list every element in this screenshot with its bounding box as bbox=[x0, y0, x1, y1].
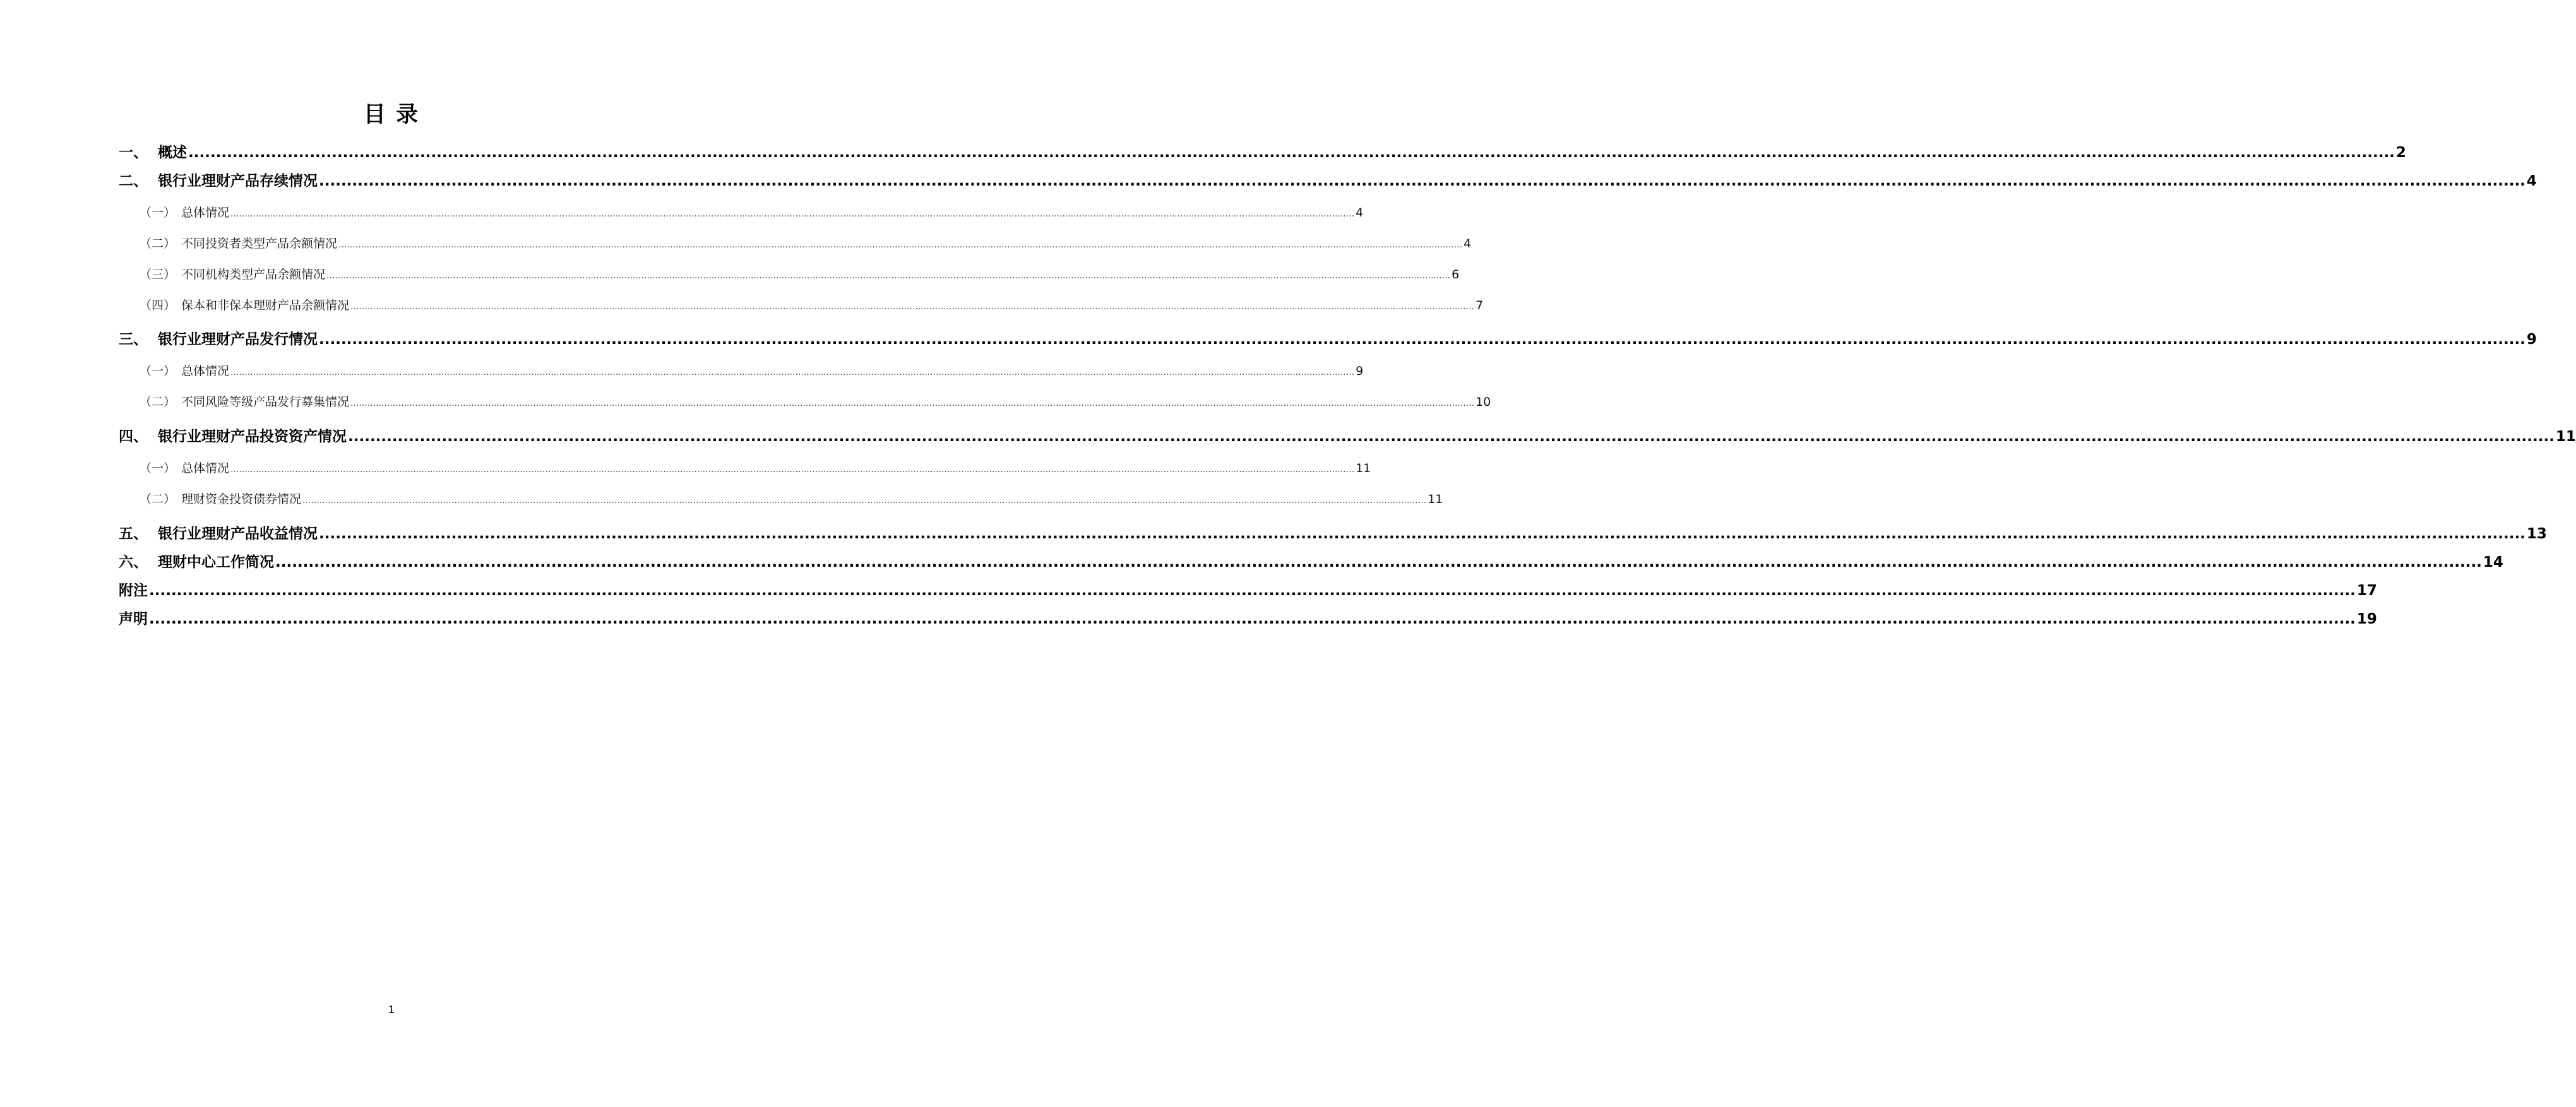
toc-entry-number: （一） bbox=[140, 364, 176, 378]
dot-leader: ................................................................................................................................................................................................................................................................................................................................................................................................................ bbox=[319, 526, 2525, 542]
dot-leader: ................................................................................................................................................................................................................................................................................................................................................................................................................ bbox=[326, 271, 1451, 281]
toc-entry-page: 11 bbox=[2555, 429, 2576, 445]
toc-entry-title: 银行业理财产品存续情况 bbox=[158, 173, 318, 189]
toc-entry-page: 11 bbox=[1356, 461, 1371, 475]
toc-entry-number: （一） bbox=[140, 206, 176, 220]
dot-leader: ................................................................................................................................................................................................................................................................................................................................................................................................................ bbox=[302, 495, 1427, 506]
dot-leader: ................................................................................................................................................................................................................................................................................................................................................................................................................ bbox=[350, 398, 1475, 408]
toc-entry-page: 4 bbox=[2526, 173, 2537, 189]
toc-entry-title: 不同机构类型产品余额情况 bbox=[181, 268, 326, 281]
toc-entry-title: 不同风险等级产品发行募集情况 bbox=[181, 395, 350, 409]
toc-entry-number: 三、 bbox=[119, 331, 148, 348]
toc-entry-page: 11 bbox=[1428, 492, 1443, 506]
toc-entry-page: 10 bbox=[1476, 395, 1491, 409]
page-number: 1 bbox=[388, 1003, 395, 1015]
toc-entry-number: （二） bbox=[140, 395, 176, 409]
toc-entry-title: 概述 bbox=[158, 145, 187, 161]
toc-entry[interactable] bbox=[119, 551, 2503, 574]
toc-entry-number: 一、 bbox=[119, 145, 148, 161]
toc-entry-title: 银行业理财产品投资资产情况 bbox=[158, 429, 347, 445]
toc-subentry[interactable] bbox=[119, 264, 1460, 285]
toc-entry-number: （二） bbox=[140, 237, 176, 251]
toc-entry-page: 9 bbox=[2526, 331, 2537, 348]
toc-entry-page: 7 bbox=[1476, 299, 1484, 312]
toc-entry-page: 9 bbox=[1356, 364, 1364, 378]
dot-leader: ................................................................................................................................................................................................................................................................................................................................................................................................................ bbox=[319, 173, 2525, 189]
dot-leader: ................................................................................................................................................................................................................................................................................................................................................................................................................ bbox=[149, 583, 2356, 599]
toc-entry-page: 4 bbox=[1356, 206, 1364, 220]
toc-entry-number: （一） bbox=[140, 461, 176, 475]
toc-entry[interactable] bbox=[119, 608, 2377, 630]
toc-entry-number: （三） bbox=[140, 268, 176, 281]
toc-subentry[interactable] bbox=[119, 295, 1484, 316]
toc-entry-title: 总体情况 bbox=[181, 206, 230, 220]
toc-entry-page: 17 bbox=[2356, 583, 2377, 599]
toc-subentry[interactable] bbox=[119, 361, 1364, 381]
toc-subentry[interactable] bbox=[119, 234, 1472, 254]
dot-leader: ................................................................................................................................................................................................................................................................................................................................................................................................................ bbox=[348, 429, 2555, 445]
toc-entry-page: 14 bbox=[2483, 554, 2503, 571]
dot-leader: ................................................................................................................................................................................................................................................................................................................................................................................................................ bbox=[230, 465, 1355, 475]
toc-entry-page: 13 bbox=[2526, 526, 2547, 542]
toc-entry-title: 总体情况 bbox=[181, 364, 230, 378]
toc-entry-title: 保本和非保本理财产品余额情况 bbox=[181, 299, 350, 312]
toc-subentry[interactable] bbox=[119, 458, 1371, 478]
toc-entry[interactable] bbox=[119, 579, 2377, 602]
dot-leader: ................................................................................................................................................................................................................................................................................................................................................................................................................ bbox=[275, 554, 2482, 571]
toc-entry-title: 银行业理财产品发行情况 bbox=[158, 331, 318, 348]
toc-entry[interactable] bbox=[119, 170, 2537, 192]
dot-leader: ................................................................................................................................................................................................................................................................................................................................................................................................................ bbox=[230, 367, 1355, 377]
toc-entry-number: （四） bbox=[140, 299, 176, 312]
toc-subentry[interactable] bbox=[119, 489, 1443, 509]
toc-entry-number: 五、 bbox=[119, 526, 148, 542]
toc-entry[interactable] bbox=[119, 141, 2406, 164]
dot-leader: ................................................................................................................................................................................................................................................................................................................................................................................................................ bbox=[338, 240, 1463, 250]
toc-entry[interactable] bbox=[119, 328, 2537, 351]
dot-leader: ................................................................................................................................................................................................................................................................................................................................................................................................................ bbox=[230, 209, 1355, 219]
toc-subentry[interactable] bbox=[119, 392, 1491, 412]
toc-entry-title: 附注 bbox=[119, 583, 148, 599]
toc-entry-title: 理财中心工作简况 bbox=[158, 554, 274, 571]
toc-entry-page: 2 bbox=[2395, 145, 2406, 161]
dot-leader: ................................................................................................................................................................................................................................................................................................................................................................................................................ bbox=[350, 302, 1475, 312]
toc-entry-number: （二） bbox=[140, 492, 176, 506]
toc-subentry[interactable] bbox=[119, 203, 1364, 223]
dot-leader: ................................................................................................................................................................................................................................................................................................................................................................................................................ bbox=[149, 611, 2356, 627]
toc-entry[interactable] bbox=[119, 523, 2547, 545]
dot-leader: ................................................................................................................................................................................................................................................................................................................................................................................................................ bbox=[188, 145, 2395, 161]
toc-entry-title: 不同投资者类型产品余额情况 bbox=[181, 237, 338, 251]
toc-entry-title: 银行业理财产品收益情况 bbox=[158, 526, 318, 542]
toc-entry-title: 声明 bbox=[119, 611, 148, 627]
toc-entry-page: 4 bbox=[1464, 237, 1472, 251]
toc-entry-number: 六、 bbox=[119, 554, 148, 571]
toc-title: 目 录 bbox=[363, 102, 420, 127]
toc-entry-page: 19 bbox=[2356, 611, 2377, 627]
toc-entry[interactable] bbox=[119, 425, 2576, 448]
toc-entry-title: 理财资金投资债券情况 bbox=[181, 492, 302, 506]
toc-entry-number: 二、 bbox=[119, 173, 148, 189]
dot-leader: ................................................................................................................................................................................................................................................................................................................................................................................................................ bbox=[319, 331, 2525, 348]
toc-entry-title: 总体情况 bbox=[181, 461, 230, 475]
toc-entry-number: 四、 bbox=[119, 429, 148, 445]
toc-entry-page: 6 bbox=[1452, 268, 1460, 281]
